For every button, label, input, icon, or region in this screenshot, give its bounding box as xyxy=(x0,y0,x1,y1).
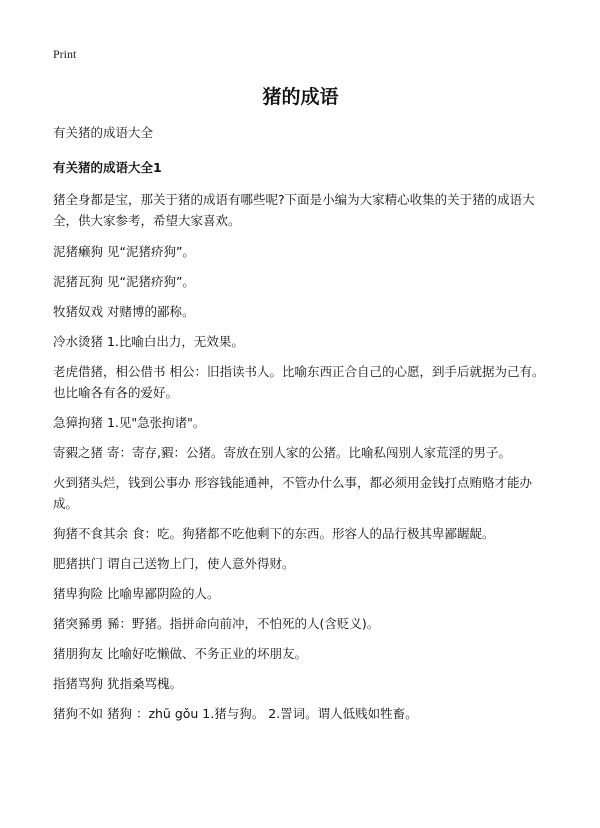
intro-paragraph: 猪全身都是宝，那关于猪的成语有哪些呢?下面是小编为大家精心收集的关于猪的成语大全，供大家参考，希望大家喜欢。 xyxy=(53,192,535,228)
idiom-entry: 泥猪癞狗 见“泥猪疥狗”。 xyxy=(53,244,195,259)
idiom-entry: 狗猪不食其余 食：吃。狗猪都不吃他剩下的东西。形容人的品行极其卑鄙龌龊。 xyxy=(53,526,495,541)
idiom-entry: 指猪骂狗 犹指桑骂槐。 xyxy=(53,676,182,691)
idiom-entry: 猪朋狗友 比喻好吃懒做、不务正业的坏朋友。 xyxy=(53,646,307,661)
idiom-entry: 冷水烫猪 1.比喻白出力，无效果。 xyxy=(53,334,244,349)
idiom-entry: 猪狗不如 猪狗 ：zhū gǒu 1.猪与狗。 2.詈词。谓人低贱如牲畜。 xyxy=(53,706,418,721)
idiom-entry: 泥猪瓦狗 见“泥猪疥狗”。 xyxy=(53,274,195,289)
idiom-entry: 老虎借猪，相公借书 相公：旧指读书人。比喻东西正合自己的心愿，到手后就据为己有。也比喻各有各的爱好。 xyxy=(53,364,545,400)
idiom-entry: 肥猪拱门 谓自己送物上门，使人意外得财。 xyxy=(53,556,295,571)
idiom-entry: 火到猪头烂，钱到公事办 形容钱能通神，不管办什么事，都必须用金钱打点贿赂才能办成。 xyxy=(53,475,532,511)
idiom-entry: 急獐拘猪 1.见"急张拘诸"。 xyxy=(53,415,206,430)
idiom-entry: 猪卑狗险 比喻卑鄙阴险的人。 xyxy=(53,586,220,601)
print-label: Print xyxy=(53,47,77,61)
idiom-entry: 牧猪奴戏 对赌博的鄙称。 xyxy=(53,304,195,319)
page-title: 猪的成语 xyxy=(262,86,339,108)
idiom-entry: 猪突豨勇 豨：野猪。指拼命向前冲，不怕死的人(含贬义)。 xyxy=(53,616,380,631)
idiom-entry: 寄豭之猪 寄：寄存,豭：公猪。寄放在别人家的公猪。比喻私闯别人家荒淫的男子。 xyxy=(53,445,511,460)
section-heading: 有关猪的成语大全1 xyxy=(53,160,162,175)
document-subtitle: 有关猪的成语大全 xyxy=(53,125,154,140)
